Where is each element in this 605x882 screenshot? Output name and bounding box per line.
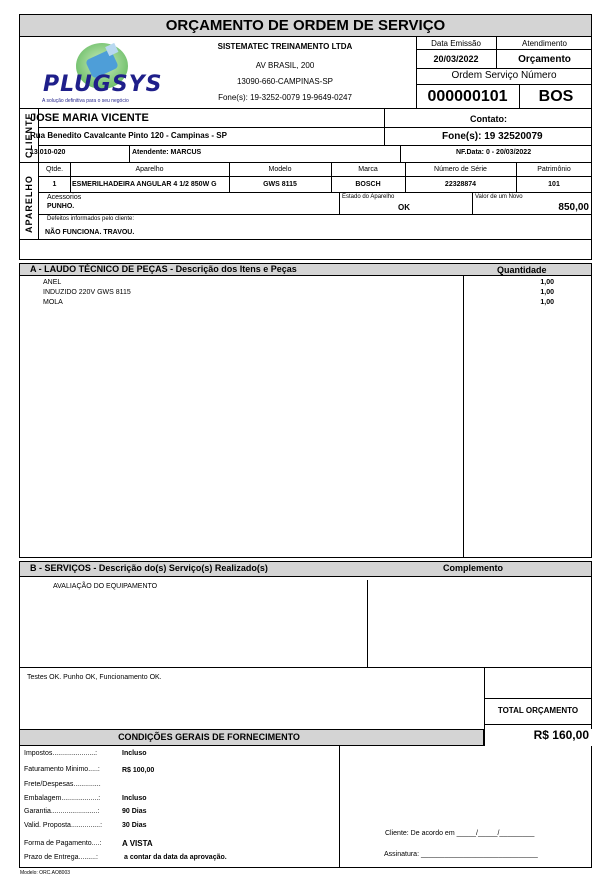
cond-label: Forma de Pagamento....: bbox=[24, 840, 102, 847]
company-name: SISTEMATEC TREINAMENTO LTDA bbox=[217, 42, 353, 51]
laudo-title: A - LAUDO TÉCNICO DE PEÇAS - Descrição dos Itens e Peças bbox=[30, 264, 297, 274]
laudo-item-qty: 1,00 bbox=[540, 299, 554, 306]
cond-value: a contar da data da aprovação. bbox=[124, 854, 227, 861]
valor-novo-label: Valor de um Novo bbox=[475, 194, 523, 200]
total-label: TOTAL ORÇAMENTO bbox=[497, 706, 579, 715]
col-modelo: Modelo bbox=[268, 166, 292, 173]
cliente-nf-data: NF.Data: 0 - 20/03/2022 bbox=[456, 149, 532, 156]
cond-label: Embalagem...................: bbox=[24, 795, 101, 802]
divider bbox=[39, 214, 592, 215]
aparelho-modelo: GWS 8115 bbox=[263, 181, 297, 188]
divider bbox=[339, 192, 340, 214]
laudo-item-desc: MOLA bbox=[43, 299, 63, 306]
title-bar bbox=[19, 14, 592, 37]
cond-label: Garantia........................: bbox=[24, 808, 100, 815]
cliente-cep: 13.010-020 bbox=[30, 149, 66, 156]
acessorios-label: Acessorios bbox=[47, 194, 82, 201]
col-qtde: Qtde. bbox=[45, 166, 64, 173]
logo-text: PLUGSYS bbox=[43, 72, 163, 97]
condicoes-body bbox=[19, 746, 592, 868]
divider bbox=[400, 145, 401, 163]
cliente-acordo: Cliente: De acordo em _____/_____/_________ bbox=[385, 830, 535, 837]
divider bbox=[367, 580, 368, 668]
assinatura: Assinatura: ______________________________ bbox=[384, 851, 538, 858]
cliente-atendente: Atendente: MARCUS bbox=[132, 149, 202, 156]
company-address: AV BRASIL, 200 bbox=[255, 61, 315, 70]
cond-value: 30 Dias bbox=[122, 822, 147, 829]
cliente-name: JOSE MARIA VICENTE bbox=[30, 112, 149, 124]
cond-label: Impostos......................: bbox=[24, 750, 98, 757]
divider bbox=[484, 724, 592, 725]
col-serie: Número de Série bbox=[434, 166, 487, 173]
divider bbox=[416, 84, 592, 85]
condicoes-title: CONDIÇÕES GERAIS DE FORNECIMENTO bbox=[118, 732, 300, 742]
laudo-body bbox=[19, 276, 592, 558]
cliente-phone: Fone(s): 19 32520079 bbox=[442, 131, 543, 142]
cond-value: Incluso bbox=[122, 750, 147, 757]
aparelho-serie: 22328874 bbox=[444, 181, 477, 188]
cliente-side-label: CLIENTE bbox=[24, 112, 34, 158]
logo-tagline: A solução definitiva para o seu negócio bbox=[42, 98, 129, 104]
defeitos-value: NÃO FUNCIONA. TRAVOU. bbox=[45, 229, 135, 236]
servicos-title: B - SERVIÇOS - Descrição do(s) Serviço(s) Realizado(s) bbox=[30, 563, 268, 573]
divider bbox=[484, 668, 592, 699]
estado-value: OK bbox=[398, 203, 410, 212]
data-emissao-label: Data Emissão bbox=[431, 39, 481, 48]
col-marca: Marca bbox=[358, 166, 378, 173]
servicos-body bbox=[19, 577, 592, 668]
divider bbox=[39, 127, 592, 128]
divider bbox=[39, 145, 592, 146]
divider bbox=[19, 239, 592, 240]
cond-value: Incluso bbox=[122, 795, 147, 802]
aparelho-patrimonio: 101 bbox=[548, 181, 560, 188]
acessorios-value: PUNHO. bbox=[47, 203, 75, 210]
divider bbox=[463, 276, 464, 558]
company-city: 13090-660-CAMPINAS-SP bbox=[236, 77, 334, 86]
cond-value: A VISTA bbox=[122, 839, 153, 848]
cond-label: Faturamento Minimo.....: bbox=[24, 766, 100, 773]
servicos-notes: Testes OK. Punho OK, Funcionamento OK. bbox=[27, 674, 162, 681]
divider bbox=[339, 746, 340, 868]
laudo-item-qty: 1,00 bbox=[540, 289, 554, 296]
divider bbox=[472, 192, 473, 214]
aparelho-qtde: 1 bbox=[52, 181, 57, 188]
cond-value: 90 Dias bbox=[122, 808, 147, 815]
cliente-contato-label: Contato: bbox=[470, 114, 507, 124]
total-value: R$ 160,00 bbox=[533, 728, 589, 742]
atendimento-label: Atendimento bbox=[522, 39, 567, 48]
os-suffix: BOS bbox=[538, 88, 574, 105]
os-label: Ordem Serviço Número bbox=[451, 70, 557, 81]
aparelho-nome: ESMERILHADEIRA ANGULAR 4 1/2 850W G bbox=[72, 181, 217, 188]
valor-novo-value: 850,00 bbox=[558, 202, 589, 213]
servicos-item: AVALIAÇÃO DO EQUIPAMENTO bbox=[53, 583, 158, 590]
document-title: ORÇAMENTO DE ORDEM DE SERVIÇO bbox=[165, 17, 446, 34]
atendimento-value: Orçamento bbox=[518, 54, 571, 65]
cond-label: Prazo de Entrega.........: bbox=[24, 854, 98, 861]
cond-label: Frete/Despesas.............. bbox=[24, 781, 101, 788]
laudo-item-desc: INDUZIDO 220V GWS 8115 bbox=[43, 289, 131, 296]
laudo-item-qty: 1,00 bbox=[540, 279, 554, 286]
os-number: 000000101 bbox=[427, 88, 508, 105]
divider bbox=[416, 68, 592, 69]
aparelho-side-label: APARELHO bbox=[24, 175, 34, 233]
laudo-item-desc: ANEL bbox=[43, 279, 62, 286]
cliente-address: Rua Benedito Cavalcante Pinto 120 - Campinas - SP bbox=[30, 131, 227, 140]
aparelho-marca: BOSCH bbox=[355, 181, 381, 188]
defeitos-label: Defeitos informados pelo cliente: bbox=[47, 216, 135, 222]
company-phones: Fone(s): 19-3252-0079 19-9649-0247 bbox=[218, 93, 352, 102]
cond-label: Valid. Proposta...............: bbox=[24, 822, 103, 829]
col-patrimonio: Patrimônio bbox=[537, 166, 571, 173]
divider bbox=[39, 192, 592, 193]
company-logo bbox=[40, 40, 163, 106]
col-aparelho: Aparelho bbox=[135, 166, 164, 173]
divider bbox=[416, 49, 592, 50]
divider bbox=[129, 145, 130, 163]
divider bbox=[39, 176, 592, 177]
estado-label: Estado do Aparelho bbox=[342, 194, 395, 200]
cond-value: R$ 100,00 bbox=[122, 767, 155, 774]
laudo-qty-label: Quantidade bbox=[497, 265, 547, 275]
divider bbox=[384, 109, 385, 145]
footer-model: Modelo: ORC.AO8003 bbox=[20, 870, 71, 876]
data-emissao-value: 20/03/2022 bbox=[433, 54, 479, 64]
servicos-complemento-label: Complemento bbox=[443, 563, 504, 573]
